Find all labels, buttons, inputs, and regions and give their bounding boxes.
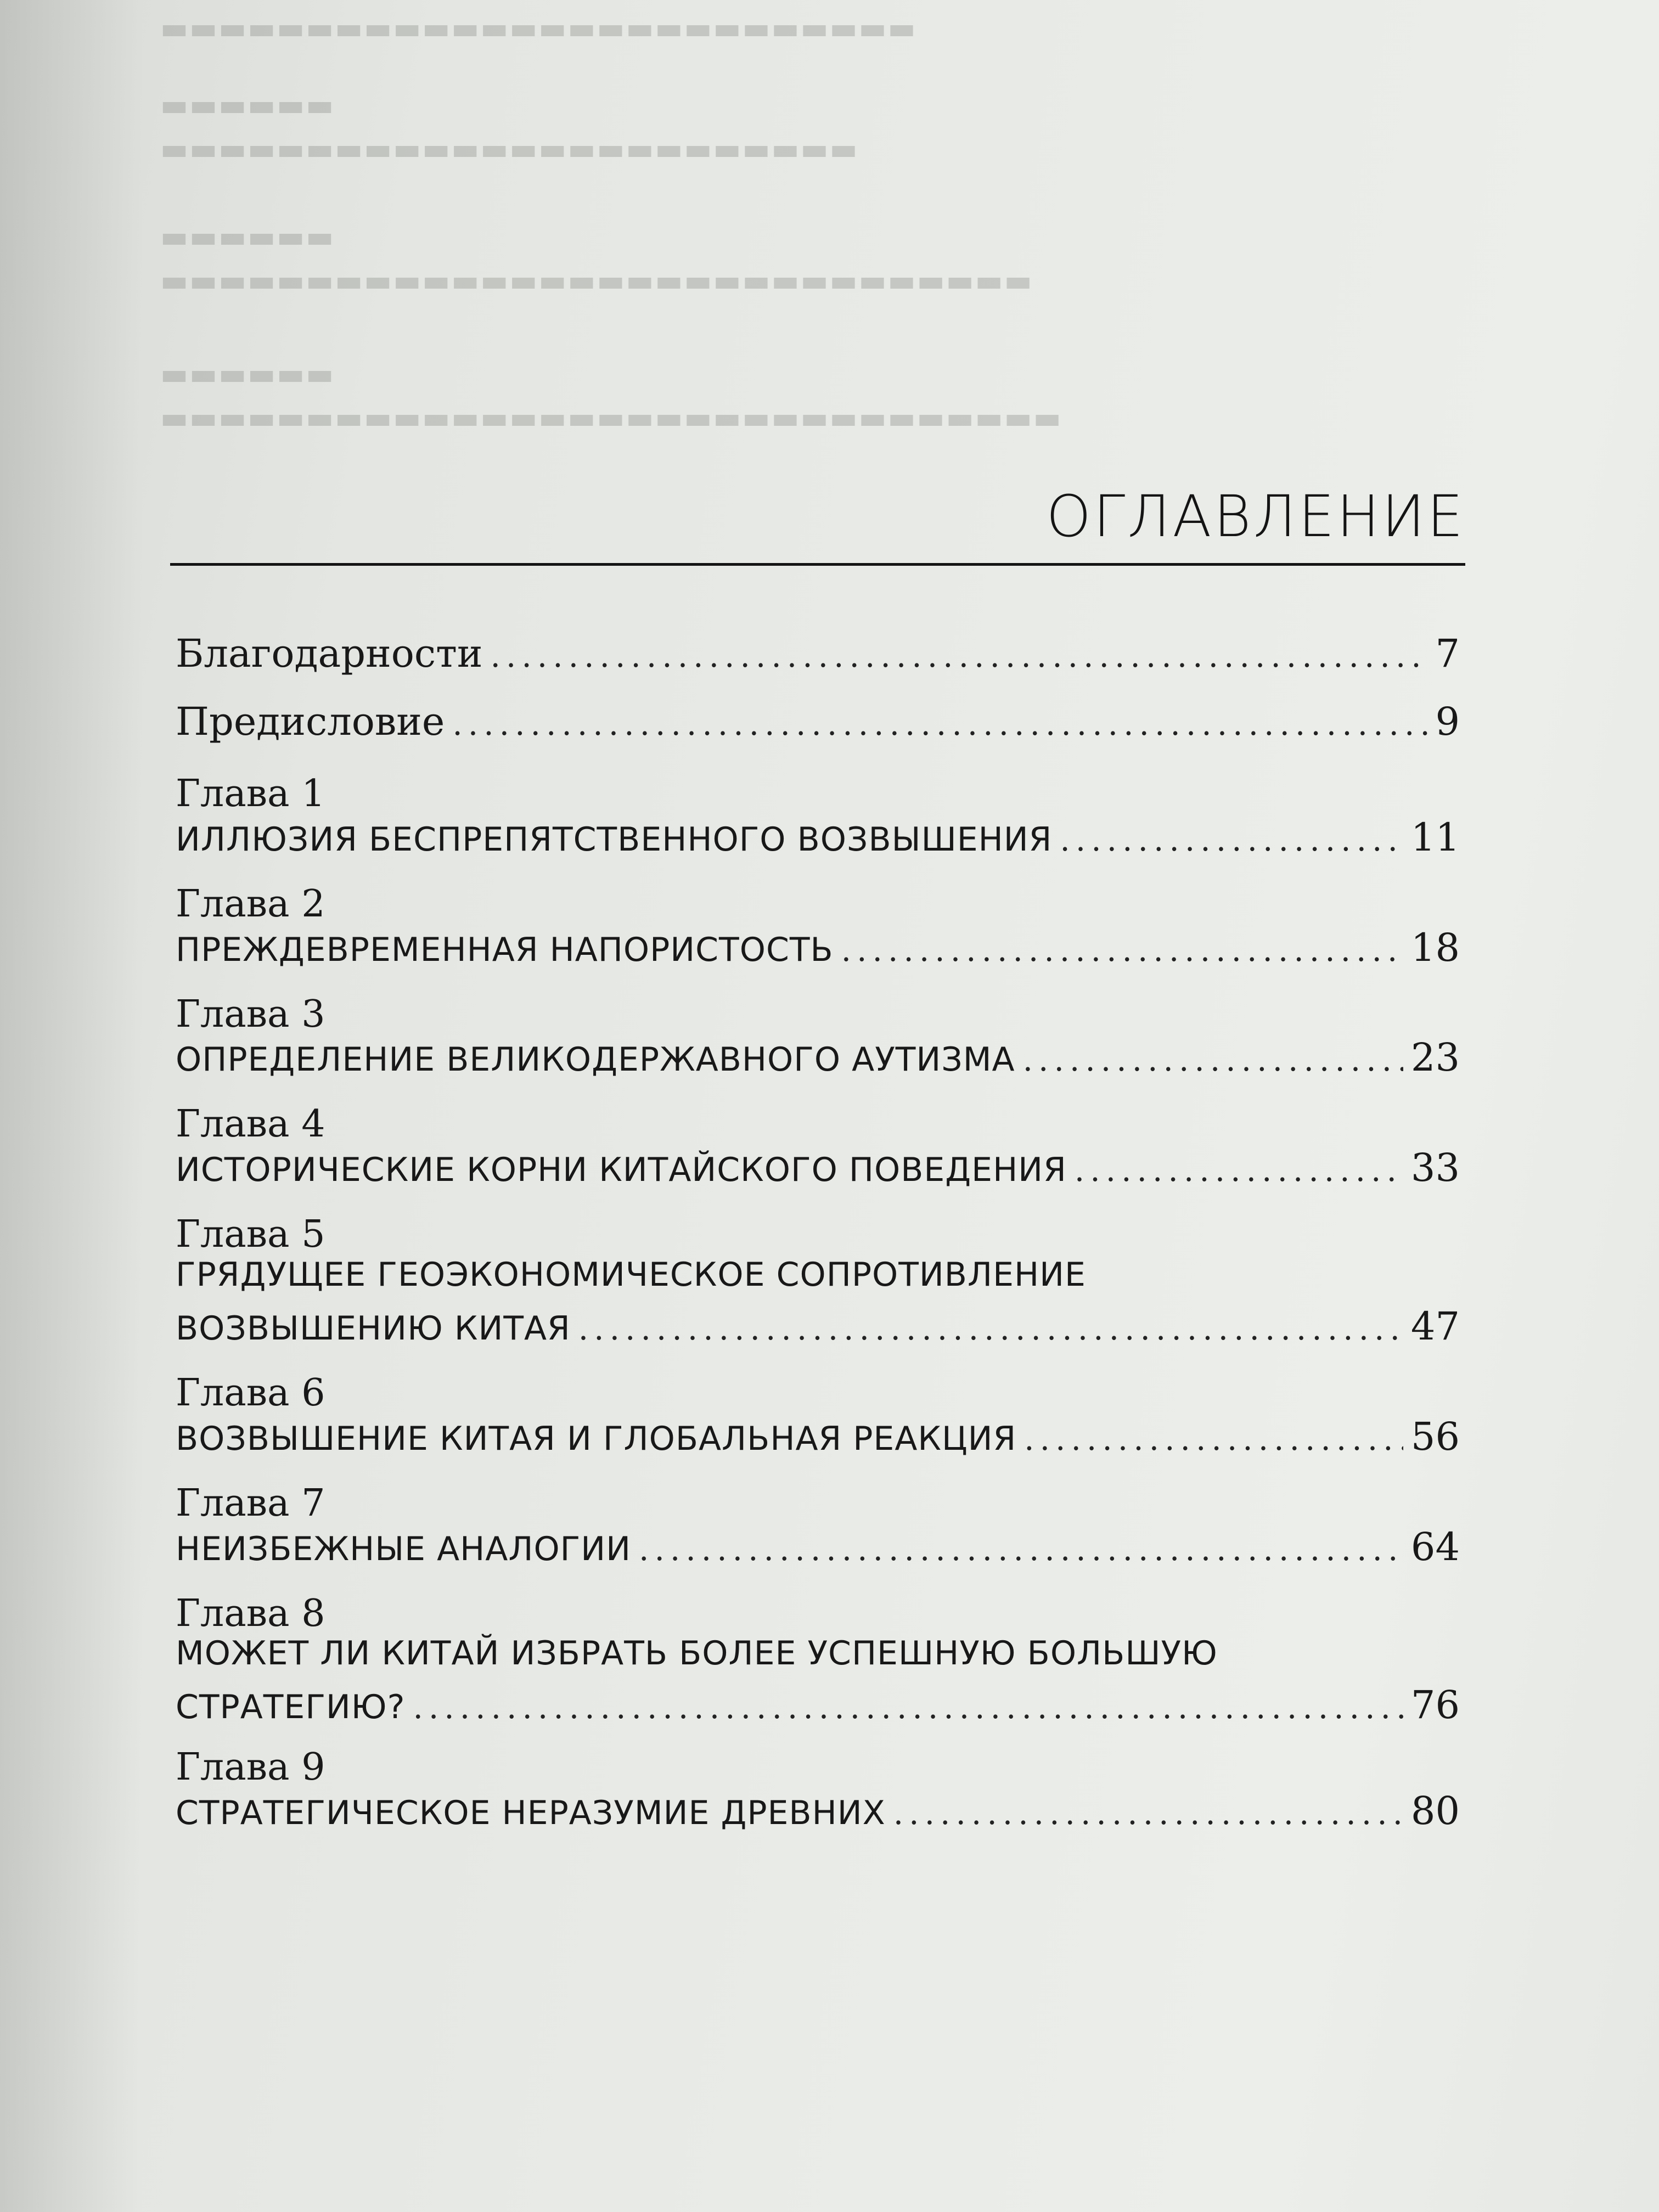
toc-entry-page: 18 <box>1410 925 1460 970</box>
dot-leader <box>1023 1041 1403 1078</box>
chapter-label: Глава 9 <box>176 1746 325 1789</box>
page-title: ОГЛАВЛЕНИЕ <box>1046 483 1465 550</box>
page-shadow <box>0 0 143 2212</box>
toc-entry-page: 64 <box>1410 1524 1460 1569</box>
toc-entry-page: 7 <box>1435 631 1460 676</box>
toc-entry[interactable] <box>176 631 1460 676</box>
toc-entry-title: Благодарности <box>176 631 483 676</box>
toc-entry-page: 23 <box>1410 1035 1460 1080</box>
toc-entry[interactable] <box>176 1104 1460 1190</box>
table-of-contents <box>176 631 1460 1833</box>
dot-leader <box>1075 1151 1403 1189</box>
toc-entry-title: НЕИЗБЕЖНЫЕ АНАЛОГИИ <box>176 1529 632 1568</box>
chapter-label: Глава 3 <box>176 992 325 1036</box>
toc-entry-title: ВОЗВЫШЕНИЕ КИТАЯ И ГЛОБАЛЬНАЯ РЕАКЦИЯ <box>176 1419 1017 1458</box>
toc-entry-title: СТРАТЕГИЧЕСКОЕ НЕРАЗУМИЕ ДРЕВНИХ <box>176 1794 886 1833</box>
toc-entry-title: ОПРЕДЕЛЕНИЕ ВЕЛИКОДЕРЖАВНОГО АУТИЗМА <box>176 1040 1015 1079</box>
chapter-label: Глава 1 <box>176 772 325 815</box>
toc-entry-page: 56 <box>1410 1414 1460 1459</box>
toc-entry[interactable] <box>176 1747 1460 1833</box>
toc-entry-title-line: МОЖЕТ ЛИ КИТАЙ ИЗБРАТЬ БОЛЕЕ УСПЕШНУЮ БОЛЬШУЮ <box>176 1634 1218 1673</box>
toc-entry-page: 11 <box>1410 814 1460 860</box>
dot-leader <box>1060 821 1403 858</box>
chapter-label: Глава 2 <box>176 882 325 926</box>
toc-entry[interactable] <box>176 1483 1460 1569</box>
toc-entry-title: ИЛЛЮЗИЯ БЕСПРЕПЯТСТВЕННОГО ВОЗВЫШЕНИЯ <box>176 820 1053 859</box>
chapter-label: Глава 4 <box>176 1102 325 1146</box>
dot-leader <box>1024 1420 1403 1457</box>
toc-entry-title: ПРЕЖДЕВРЕМЕННАЯ НАПОРИСТОСТЬ <box>176 930 834 969</box>
toc-entry[interactable] <box>176 699 1460 744</box>
toc-entry[interactable] <box>176 994 1460 1080</box>
toc-page <box>170 0 1465 2212</box>
dot-leader <box>578 1310 1403 1347</box>
chapter-label: Глава 5 <box>176 1213 325 1257</box>
toc-entry[interactable] <box>176 884 1460 970</box>
chapter-label: Глава 7 <box>176 1481 325 1525</box>
toc-entry[interactable] <box>176 1591 1460 1728</box>
toc-entry-title: Предисловие <box>176 699 445 744</box>
toc-entry[interactable] <box>176 1373 1460 1459</box>
chapter-label: Глава 6 <box>176 1371 325 1415</box>
dot-leader <box>491 637 1428 674</box>
toc-entry[interactable] <box>176 1214 1460 1349</box>
dot-leader <box>893 1794 1403 1832</box>
title-rule <box>170 563 1465 566</box>
toc-entry-page: 33 <box>1410 1145 1460 1191</box>
toc-entry-title: ВОЗВЫШЕНИЮ КИТАЯ <box>176 1309 571 1348</box>
toc-entry-page: 47 <box>1410 1303 1460 1349</box>
dot-leader <box>413 1688 1403 1726</box>
toc-entry-title: ИСТОРИЧЕСКИЕ КОРНИ КИТАЙСКОГО ПОВЕДЕНИЯ <box>176 1151 1067 1190</box>
toc-entry-title: СТРАТЕГИЮ? <box>176 1688 406 1727</box>
toc-entry-page: 76 <box>1410 1682 1460 1728</box>
toc-entry-page: 80 <box>1410 1788 1460 1834</box>
chapter-label: Глава 8 <box>176 1591 325 1635</box>
dot-leader <box>841 931 1403 969</box>
toc-entry-page: 9 <box>1435 699 1460 744</box>
toc-entry[interactable] <box>176 774 1460 860</box>
dot-leader <box>639 1530 1403 1568</box>
dot-leader <box>452 705 1427 742</box>
toc-entry-title-line: ГРЯДУЩЕЕ ГЕОЭКОНОМИЧЕСКОЕ СОПРОТИВЛЕНИЕ <box>176 1255 1086 1294</box>
